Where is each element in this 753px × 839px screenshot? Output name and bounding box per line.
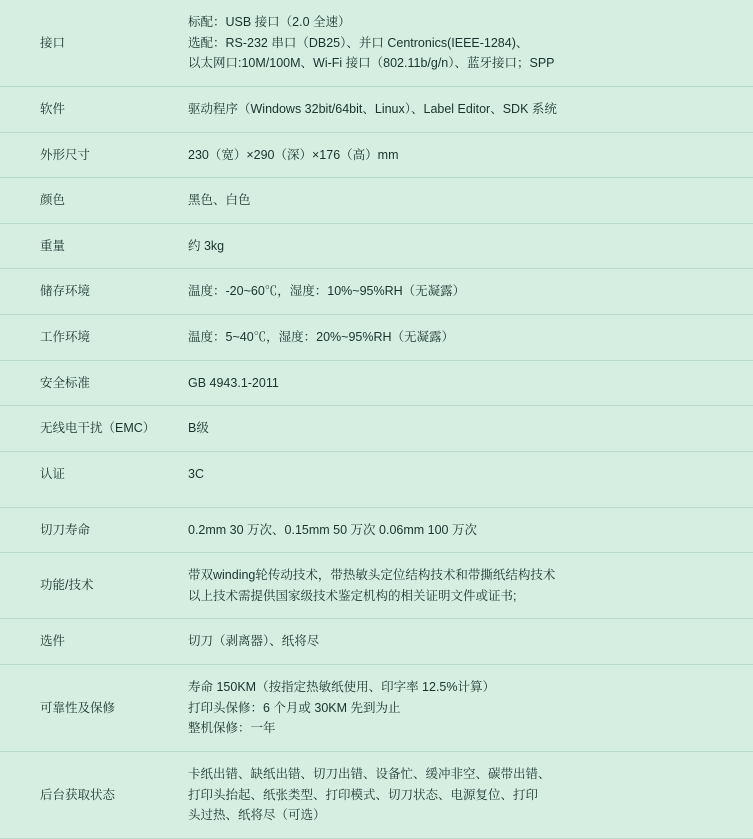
spacer-cell-left [0,497,188,508]
spec-value [188,315,753,361]
spec-value-line: 约 3kg [188,238,225,253]
spec-label: 功能/技术 [40,578,94,593]
spec-value [188,0,753,86]
spec-value-line: 卡纸出错、缺纸出错、切刀出错、设备忙、缓冲非空、碳带出错、 [188,766,551,781]
spec-value-line: 寿命 150KM（按指定热敏纸使用、印字率 12.5%计算） [188,680,495,694]
spec-label: 后台获取状态 [40,787,116,802]
spec-value [188,451,753,496]
spec-label: 安全标准 [40,375,91,390]
spec-value [188,269,753,315]
spec-value [188,223,753,269]
table-row [0,223,753,269]
table-row [0,553,753,619]
spec-value-line: B级 [188,421,209,436]
spec-label: 软件 [40,101,66,116]
spec-value-line: 温度：5~40℃，湿度：20%~95%RH（无凝露） [188,330,455,344]
spec-label: 工作环境 [40,330,91,344]
spacer-cell-right [188,497,753,508]
spec-value [188,86,753,132]
spec-label: 选件 [40,634,66,649]
table-row [0,751,753,838]
table-row [0,406,753,452]
table-row [0,86,753,132]
spec-value-line: 温度：-20~60℃，湿度：10%~95%RH（无凝露） [188,284,466,299]
spec-value-line: 整机保修：一年 [188,721,276,736]
spec-value-line: 0.2mm 30 万次、0.15mm 50 万次 0.06mm 100 万次 [188,522,477,537]
spec-value [188,665,753,752]
spec-label: 重量 [40,238,66,253]
table-row [0,507,753,553]
spec-value [188,360,753,406]
table-row [0,315,753,361]
table-row [0,269,753,315]
table-row [0,360,753,406]
spec-label: 可靠性及保修 [40,700,116,715]
spec-value [188,406,753,452]
spec-value-line: 选配：RS-232 串口（DB25）、并口 Centronics(IEEE-1284)、 [188,35,529,50]
section-spacer [0,497,753,508]
spec-label: 接口 [40,35,66,50]
spec-label: 无线电干扰（EMC） [40,421,156,436]
spec-value-line: 打印头保修：6 个月或 30KM 先到为止 [188,700,401,715]
spec-value [188,132,753,178]
spec-label: 外形尺寸 [40,147,91,162]
spec-value [188,553,753,619]
spec-value-line: 切刀（剥离器）、纸将尽 [188,634,320,649]
table-row [0,665,753,752]
spec-value-line: 驱动程序（Windows 32bit/64bit、Linux）、Label Editor、SDK 系统 [188,101,557,116]
table-row [0,178,753,224]
spec-label: 切刀寿命 [40,522,91,537]
spec-value-line: 以上技术需提供国家级技术鉴定机构的相关证明文件或证书; [188,588,517,603]
spec-value [188,507,753,553]
spec-value-line: 黑色、白色 [188,193,251,208]
spec-value-line: 打印头抬起、纸张类型、打印模式、切刀状态、电源复位、打印 [188,787,539,802]
spec-value-line: GB 4943.1-2011 [188,375,279,390]
spec-label: 储存环境 [40,284,91,299]
spec-value [188,178,753,224]
spec-value [188,619,753,665]
spec-label: 颜色 [40,193,66,208]
table-row [0,132,753,178]
spec-value-line: 以太网口:10M/100M、Wi-Fi 接口（802.11b/g/n）、蓝牙接口；SPP [188,56,555,71]
table-row [0,0,753,86]
spec-value [188,751,753,838]
table-row [0,619,753,665]
spec-value-line: 标配：USB 接口（2.0 全速） [188,15,351,29]
spec-value-line: 带双winding轮传动技术，带热敏头定位结构技术和带撕纸结构技术 [188,568,556,583]
spec-value-line: 3C [188,466,204,481]
spec-value-line: 头过热、纸将尽（可选） [188,808,326,823]
spec-label: 认证 [40,466,66,481]
table-row [0,451,753,496]
spec-value-line: 230（宽）×290（深）×176（高）mm [188,147,399,162]
